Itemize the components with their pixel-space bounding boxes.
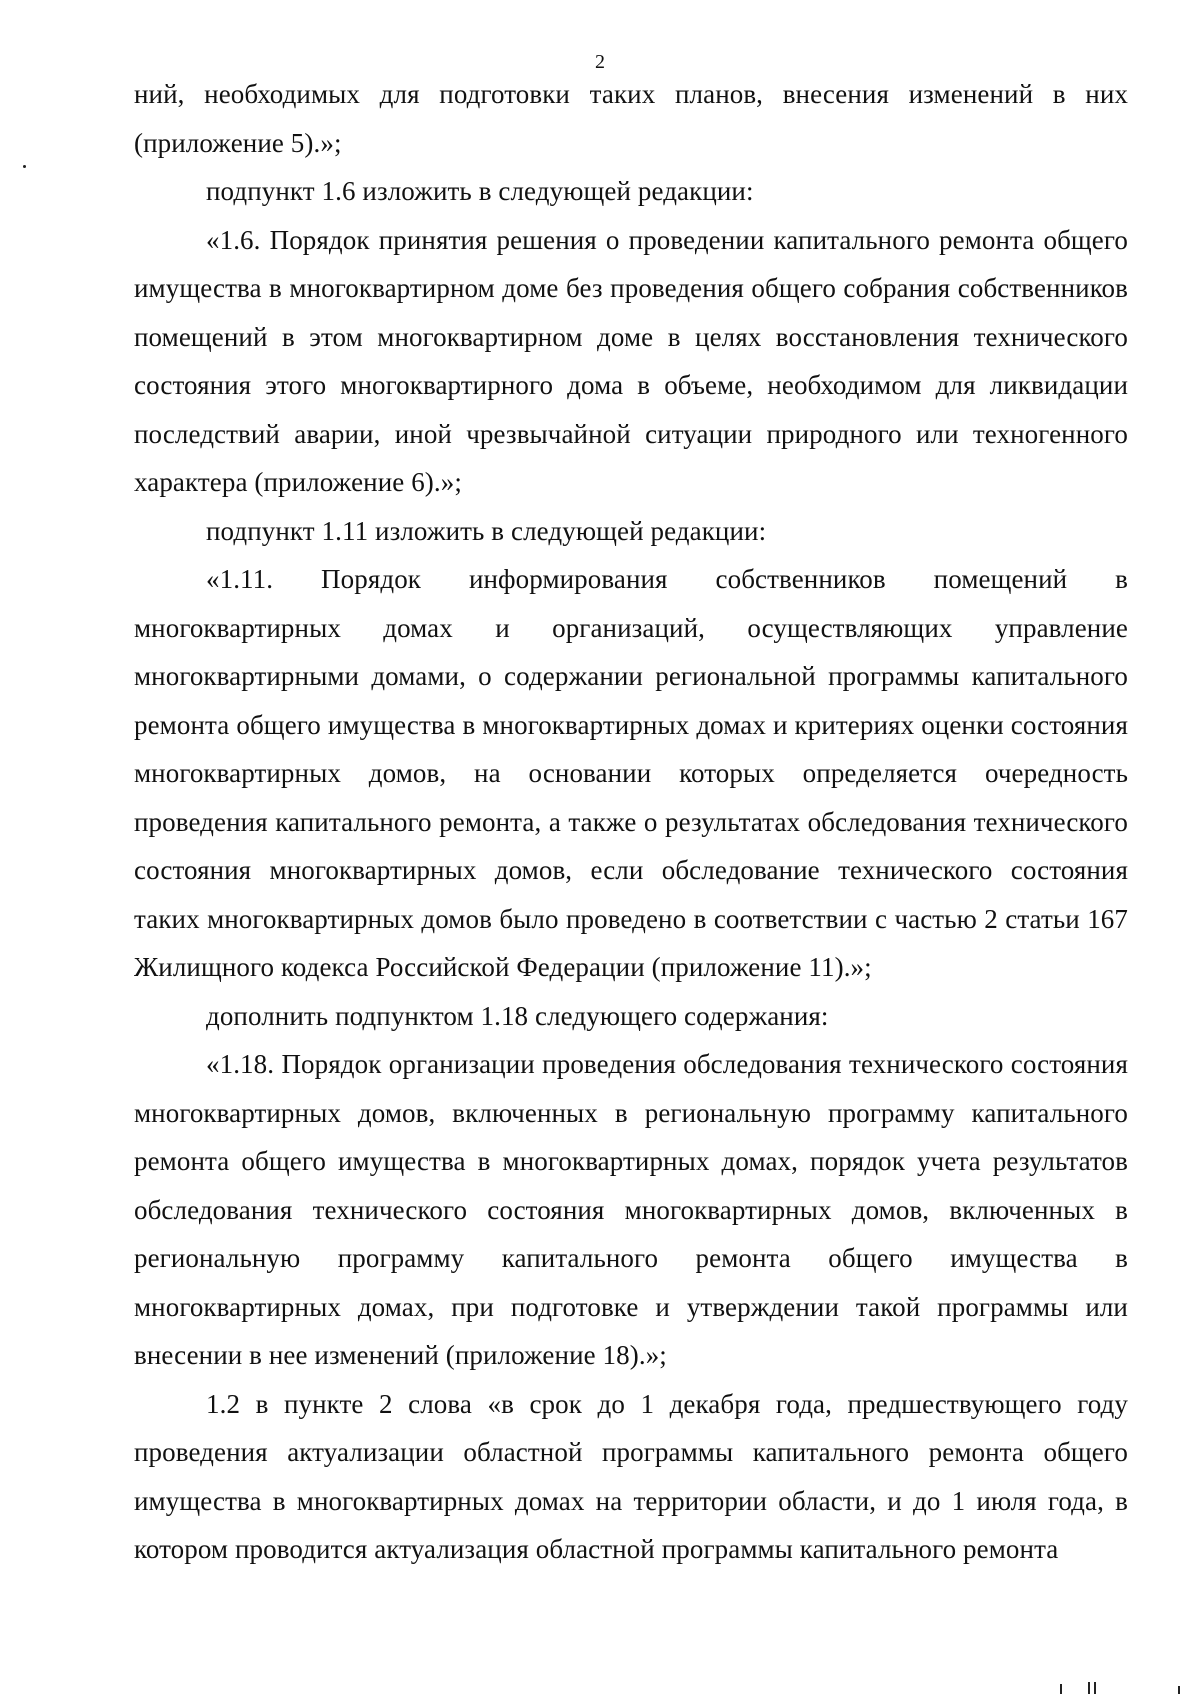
paragraph-item-1-2: 1.2 в пункте 2 слова «в срок до 1 декабря года, предшествующего году проведения актуализации областной программы капитального ремонта общего имущества в многоквартирных домах на территории области, и до 1 июля года, в котором проводится актуализация областной программы капитального ремонта — [134, 1388, 1128, 1564]
paragraph-subitem-1-11-instruction: подпункт 1.11 изложить в следующей редакции: — [206, 515, 767, 546]
document-body — [134, 70, 1128, 1574]
paragraph-continuation: ний, необходимых для подготовки таких планов, внесения изменений в них (приложение 5).»; — [134, 79, 1128, 158]
scan-artifact-mark — [1060, 1684, 1062, 1694]
paragraph-subitem-1-11-text: «1.11. Порядок информирования собственников помещений в многоквартирных домах и организаций, осуществляющих управление многоквартирными домами, о содержании региональной программы капитального ремонта общего имущества в многоквартирных домах и критериях оценки состояния многоквартирных домов, на основании которых определяется очередность проведения капитального ремонта, а также о результатах обследования технического состояния многоквартирных домов, если обследование технического состояния таких многоквартирных домов было проведено в соответствии с частью 2 статьи 167 Жилищного кодекса Российской Федерации (приложение 11).»; — [134, 564, 1128, 982]
scan-artifact-mark — [1094, 1682, 1096, 1694]
paragraph-subitem-1-18-text: «1.18. Порядок организации проведения обследования технического состояния многоквартирных домов, включенных в региональную программу капитального ремонта общего имущества в многоквартирных домах, порядок учета результатов обследования технического состояния многоквартирных домов, включенных в региональную программу капитального ремонта общего имущества в многоквартирных домах, при подготовке и утверждении такой программы или внесении в нее изменений (приложение 18).»; — [134, 1049, 1128, 1370]
paragraph-subitem-1-6-text: «1.6. Порядок принятия решения о проведении капитального ремонта общего имущества в многоквартирном доме без проведения общего собрания собственников помещений в этом многоквартирном доме в целях восстановления технического состояния этого многоквартирного дома в объеме, необходимом для ликвидации последствий аварии, иной чрезвычайной ситуации природного или техногенного характера (приложение 6).»; — [134, 224, 1128, 497]
page-number: 2 — [595, 51, 605, 73]
paragraph-subitem-1-18-instruction: дополнить подпунктом 1.18 следующего содержания: — [206, 1000, 829, 1031]
scan-artifact-mark — [1088, 1682, 1090, 1694]
paragraph-subitem-1-6-instruction: подпункт 1.6 изложить в следующей редакции: — [206, 176, 754, 206]
scan-artifact-dot — [23, 165, 26, 168]
scan-artifact-mark — [1178, 1686, 1180, 1694]
